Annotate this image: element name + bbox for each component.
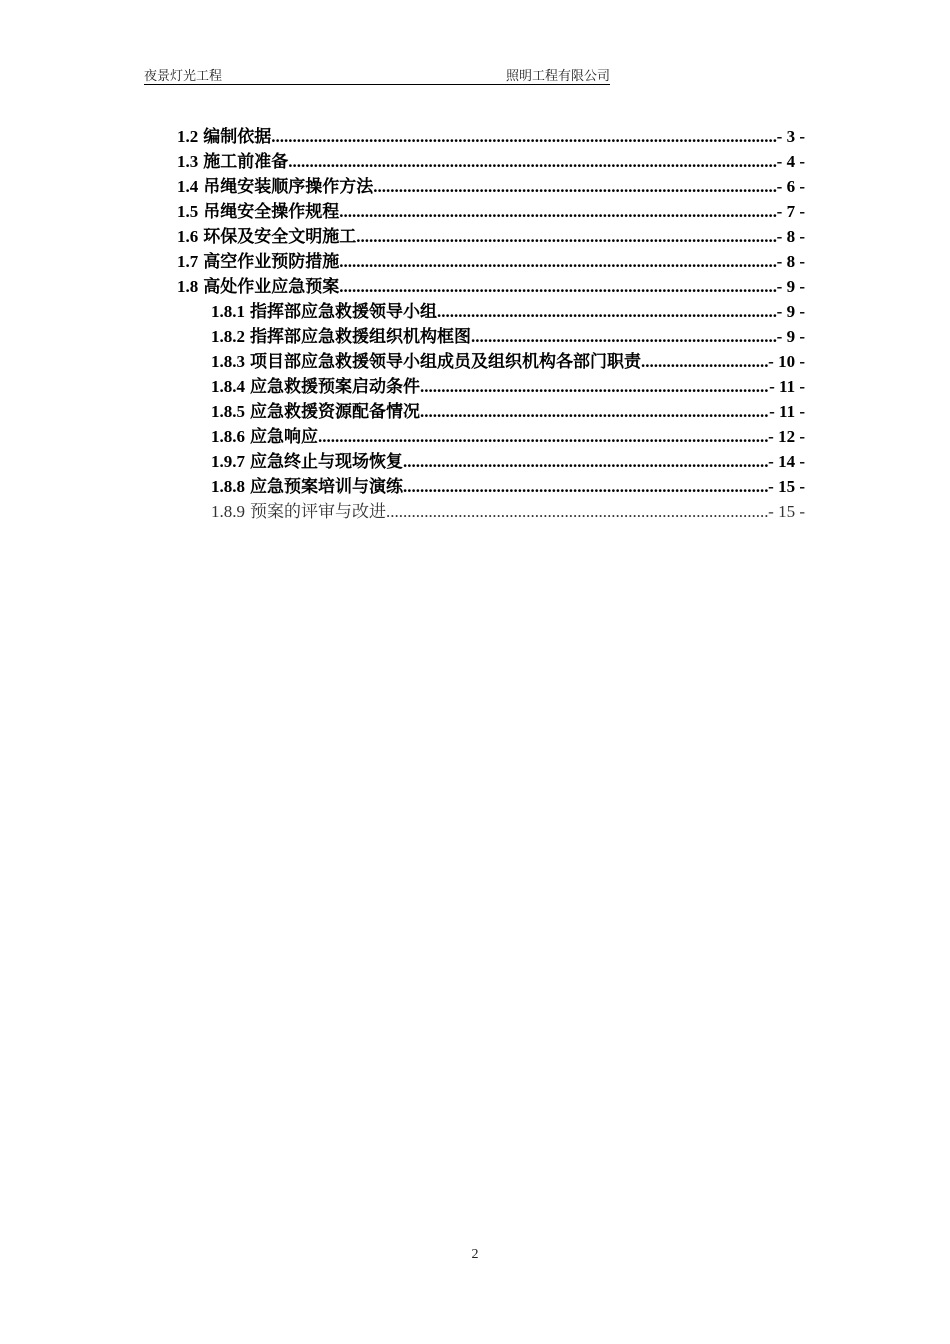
toc-entry-1-8-8[interactable] (177, 474, 805, 499)
toc-entry-1-8-5[interactable] (177, 399, 805, 424)
toc-entry-number: 1.8.1 (211, 302, 245, 321)
toc-dot-leader (386, 499, 768, 524)
toc-entry-page: - 3 - (776, 127, 805, 146)
toc-entry-1-3[interactable] (177, 149, 805, 174)
toc-entry-1-2[interactable] (177, 124, 805, 149)
toc-entry-page: - 9 - (776, 302, 805, 321)
toc-entry-1-6[interactable] (177, 224, 805, 249)
toc-entry-title: 环保及安全文明施工 (203, 227, 357, 246)
toc-entry-title: 施工前准备 (203, 152, 289, 171)
toc-entry-1-9-7[interactable] (177, 449, 805, 474)
toc-entry-number: 1.9.7 (211, 452, 245, 471)
toc-entry-title: 吊绳安装顺序操作方法 (203, 177, 374, 196)
toc-entry-page: - 8 - (776, 227, 805, 246)
toc-entry-title: 预案的评审与改进 (250, 502, 386, 521)
toc-entry-1-8-4[interactable] (177, 374, 805, 399)
toc-entry-number: 1.8.4 (211, 377, 245, 396)
toc-dot-leader (339, 274, 776, 299)
toc-entry-number: 1.8.2 (211, 327, 245, 346)
toc-entry-1-8-9[interactable] (177, 499, 805, 524)
toc-entry-title: 应急救援预案启动条件 (250, 377, 420, 396)
toc-entry-1-8-3[interactable] (177, 349, 805, 374)
table-of-contents (177, 124, 805, 524)
toc-entry-page: - 7 - (776, 202, 805, 221)
toc-entry-title: 项目部应急救援领导小组成员及组织机构各部门职责 (250, 352, 641, 371)
toc-dot-leader (318, 424, 768, 449)
toc-entry-title: 应急预案培训与演练 (250, 477, 403, 496)
toc-entry-title: 应急响应 (250, 427, 318, 446)
toc-dot-leader (437, 299, 777, 324)
toc-entry-title: 应急救援资源配备情况 (250, 402, 420, 421)
toc-entry-number: 1.3 (177, 152, 199, 171)
toc-entry-1-7[interactable] (177, 249, 805, 274)
toc-entry-page: - 11 - (769, 402, 805, 421)
toc-entry-number: 1.8.6 (211, 427, 245, 446)
toc-dot-leader (288, 149, 776, 174)
toc-entry-title: 编制依据 (203, 127, 272, 146)
toc-entry-number: 1.8.5 (211, 402, 245, 421)
toc-entry-1-8-1[interactable] (177, 299, 805, 324)
toc-entry-number: 1.4 (177, 177, 199, 196)
toc-entry-number: 1.7 (177, 252, 199, 271)
toc-entry-number: 1.8.8 (211, 477, 245, 496)
toc-dot-leader (471, 324, 777, 349)
toc-dot-leader (420, 399, 769, 424)
toc-entry-page: - 12 - (768, 427, 805, 446)
toc-dot-leader (339, 199, 776, 224)
toc-entry-page: - 9 - (776, 277, 805, 296)
toc-entry-page: - 9 - (776, 327, 805, 346)
toc-entry-number: 1.2 (177, 127, 199, 146)
toc-dot-leader (403, 449, 768, 474)
toc-entry-title: 吊绳安全操作规程 (203, 202, 340, 221)
toc-entry-title: 指挥部应急救援组织机构框图 (250, 327, 471, 346)
toc-entry-number: 1.6 (177, 227, 199, 246)
toc-entry-page: - 15 - (768, 502, 805, 521)
toc-entry-title: 高空作业预防措施 (203, 252, 340, 271)
toc-dot-leader (271, 124, 776, 149)
page-header (144, 67, 610, 85)
header-project-title: 夜景灯光工程 (144, 68, 223, 83)
toc-entry-number: 1.8 (177, 277, 199, 296)
toc-entry-page: - 10 - (768, 352, 805, 371)
toc-dot-leader (403, 474, 768, 499)
toc-entry-page: - 4 - (776, 152, 805, 171)
page-number: 2 (471, 1247, 479, 1262)
toc-entry-page: - 8 - (776, 252, 805, 271)
toc-entry-title: 指挥部应急救援领导小组 (250, 302, 437, 321)
toc-entry-page: - 14 - (768, 452, 805, 471)
toc-entry-title: 高处作业应急预案 (203, 277, 340, 296)
header-company-name: 照明工程有限公司 (505, 68, 610, 83)
toc-entry-number: 1.8.9 (211, 502, 245, 521)
toc-dot-leader (339, 249, 776, 274)
toc-entry-page: - 11 - (769, 377, 805, 396)
toc-entry-1-8-2[interactable] (177, 324, 805, 349)
toc-dot-leader (356, 224, 776, 249)
toc-entry-page: - 6 - (776, 177, 805, 196)
toc-entry-number: 1.5 (177, 202, 199, 221)
toc-entry-1-8[interactable] (177, 274, 805, 299)
toc-entry-page: - 15 - (768, 477, 805, 496)
toc-entry-1-8-6[interactable] (177, 424, 805, 449)
toc-dot-leader (641, 349, 768, 374)
toc-entry-title: 应急终止与现场恢复 (250, 452, 403, 471)
toc-entry-1-5[interactable] (177, 199, 805, 224)
toc-entry-1-4[interactable] (177, 174, 805, 199)
toc-dot-leader (373, 174, 776, 199)
toc-dot-leader (420, 374, 769, 399)
toc-entry-number: 1.8.3 (211, 352, 245, 371)
